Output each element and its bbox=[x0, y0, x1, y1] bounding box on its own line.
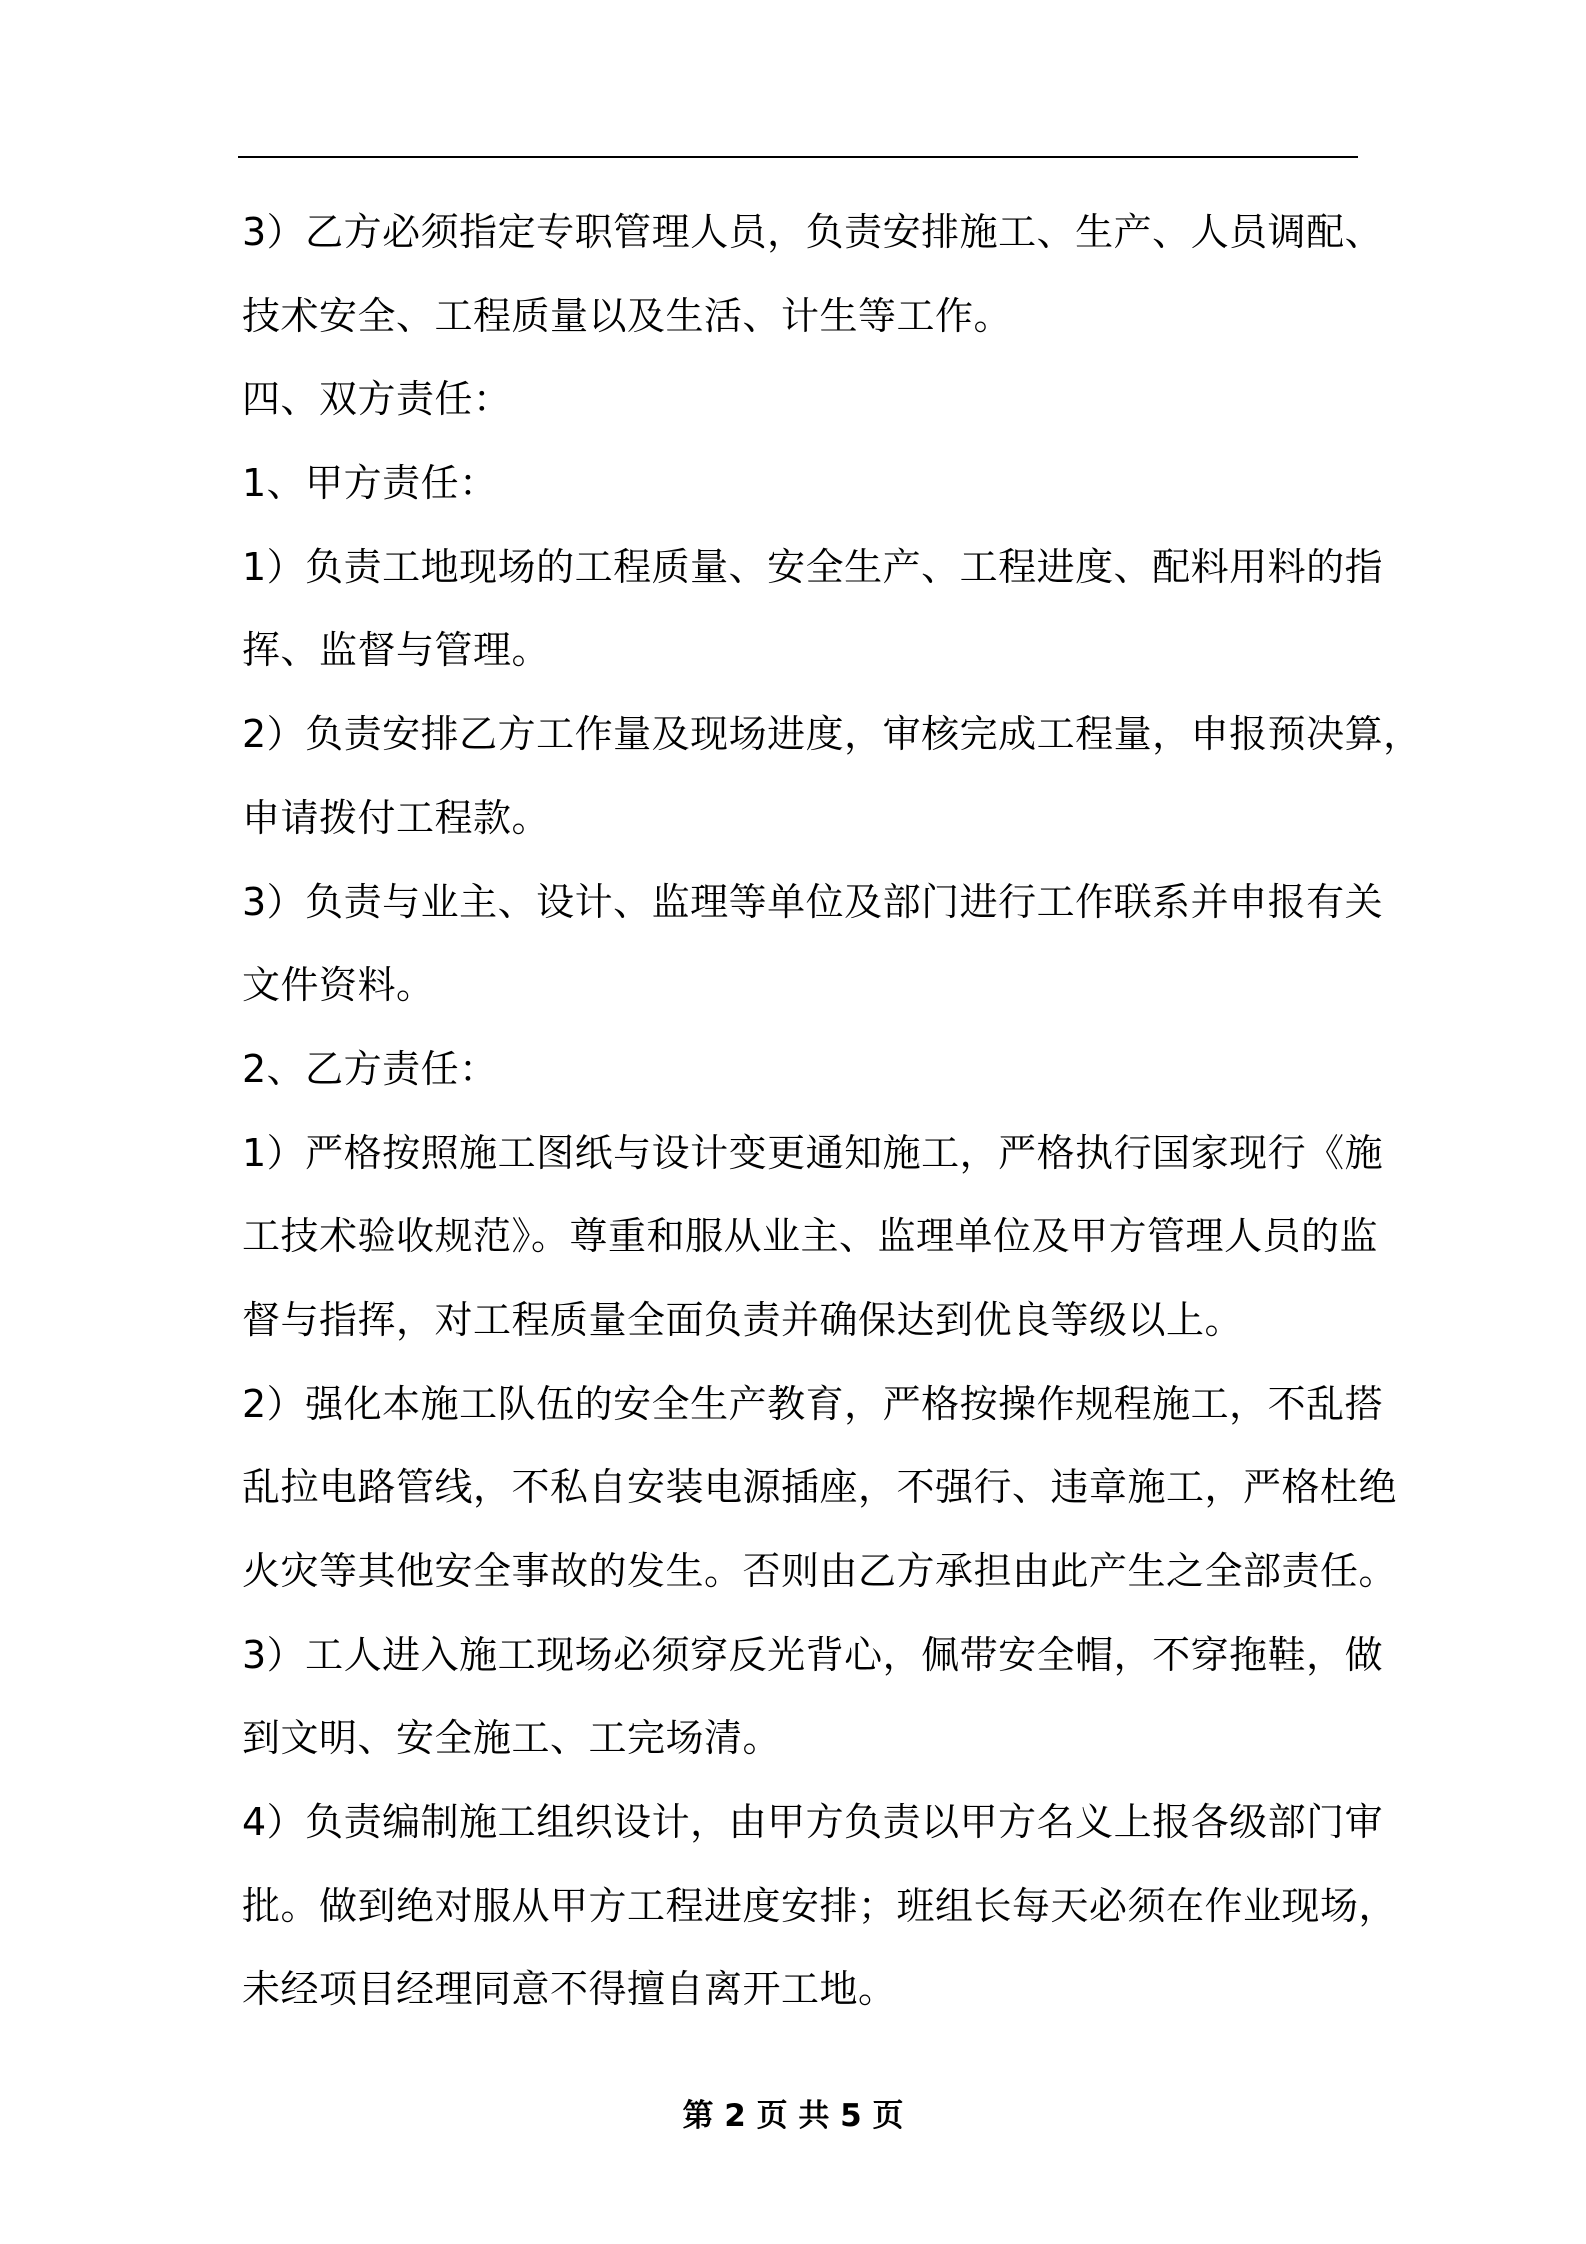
subsection-heading: 2、乙方责任： bbox=[242, 1046, 498, 1091]
document-body bbox=[242, 191, 1422, 2032]
text-line: 3）工人进入施工现场必须穿反光背心，佩带安全帽，不穿拖鞋，做 bbox=[242, 1632, 1384, 1677]
text-line: 批。做到绝对服从甲方工程进度安排；班组长每天必须在作业现场， bbox=[242, 1883, 1398, 1928]
text-line: 到文明、安全施工、工完场清。 bbox=[242, 1716, 782, 1761]
text-line: 2）负责安排乙方工作量及现场进度，审核完成工程量，申报预决算， bbox=[242, 712, 1422, 757]
section-heading: 四、双方责任： bbox=[242, 377, 512, 422]
text-line: 4）负责编制施工组织设计，由甲方负责以甲方名义上报各级部门审 bbox=[242, 1800, 1384, 1845]
text-line: 乱拉电路管线，不私自安装电源插座，不强行、违章施工，严格杜绝 bbox=[242, 1465, 1398, 1510]
text-line: 3）负责与业主、设计、监理等单位及部门进行工作联系并申报有关 bbox=[242, 879, 1384, 924]
text-line: 申请拨付工程款。 bbox=[242, 795, 551, 840]
text-line: 未经项目经理同意不得擅自离开工地。 bbox=[242, 1967, 897, 2012]
subsection-heading: 1、甲方责任： bbox=[242, 461, 498, 506]
header-rule bbox=[238, 156, 1358, 158]
text-line: 文件资料。 bbox=[242, 963, 435, 1008]
text-line: 工技术验收规范》。尊重和服从业主、监理单位及甲方管理人员的监 bbox=[242, 1214, 1379, 1259]
text-line: 技术安全、工程质量以及生活、计生等工作。 bbox=[242, 293, 1013, 338]
text-line: 1）负责工地现场的工程质量、安全生产、工程进度、配料用料的指 bbox=[242, 544, 1384, 589]
page-number-footer: 第 2 页 共 5 页 bbox=[682, 2098, 904, 2134]
text-line: 挥、监督与管理。 bbox=[242, 628, 551, 673]
text-line: 督与指挥，对工程质量全面负责并确保达到优良等级以上。 bbox=[242, 1297, 1244, 1342]
text-line: 2）强化本施工队伍的安全生产教育，严格按操作规程施工，不乱搭 bbox=[242, 1381, 1384, 1426]
text-line: 1）严格按照施工图纸与设计变更通知施工，严格执行国家现行《施 bbox=[242, 1130, 1384, 1175]
text-line: 火灾等其他安全事故的发生。否则由乙方承担由此产生之全部责任。 bbox=[242, 1549, 1398, 1593]
text-line: 3）乙方必须指定专职管理人员，负责安排施工、生产、人员调配、 bbox=[242, 210, 1384, 254]
